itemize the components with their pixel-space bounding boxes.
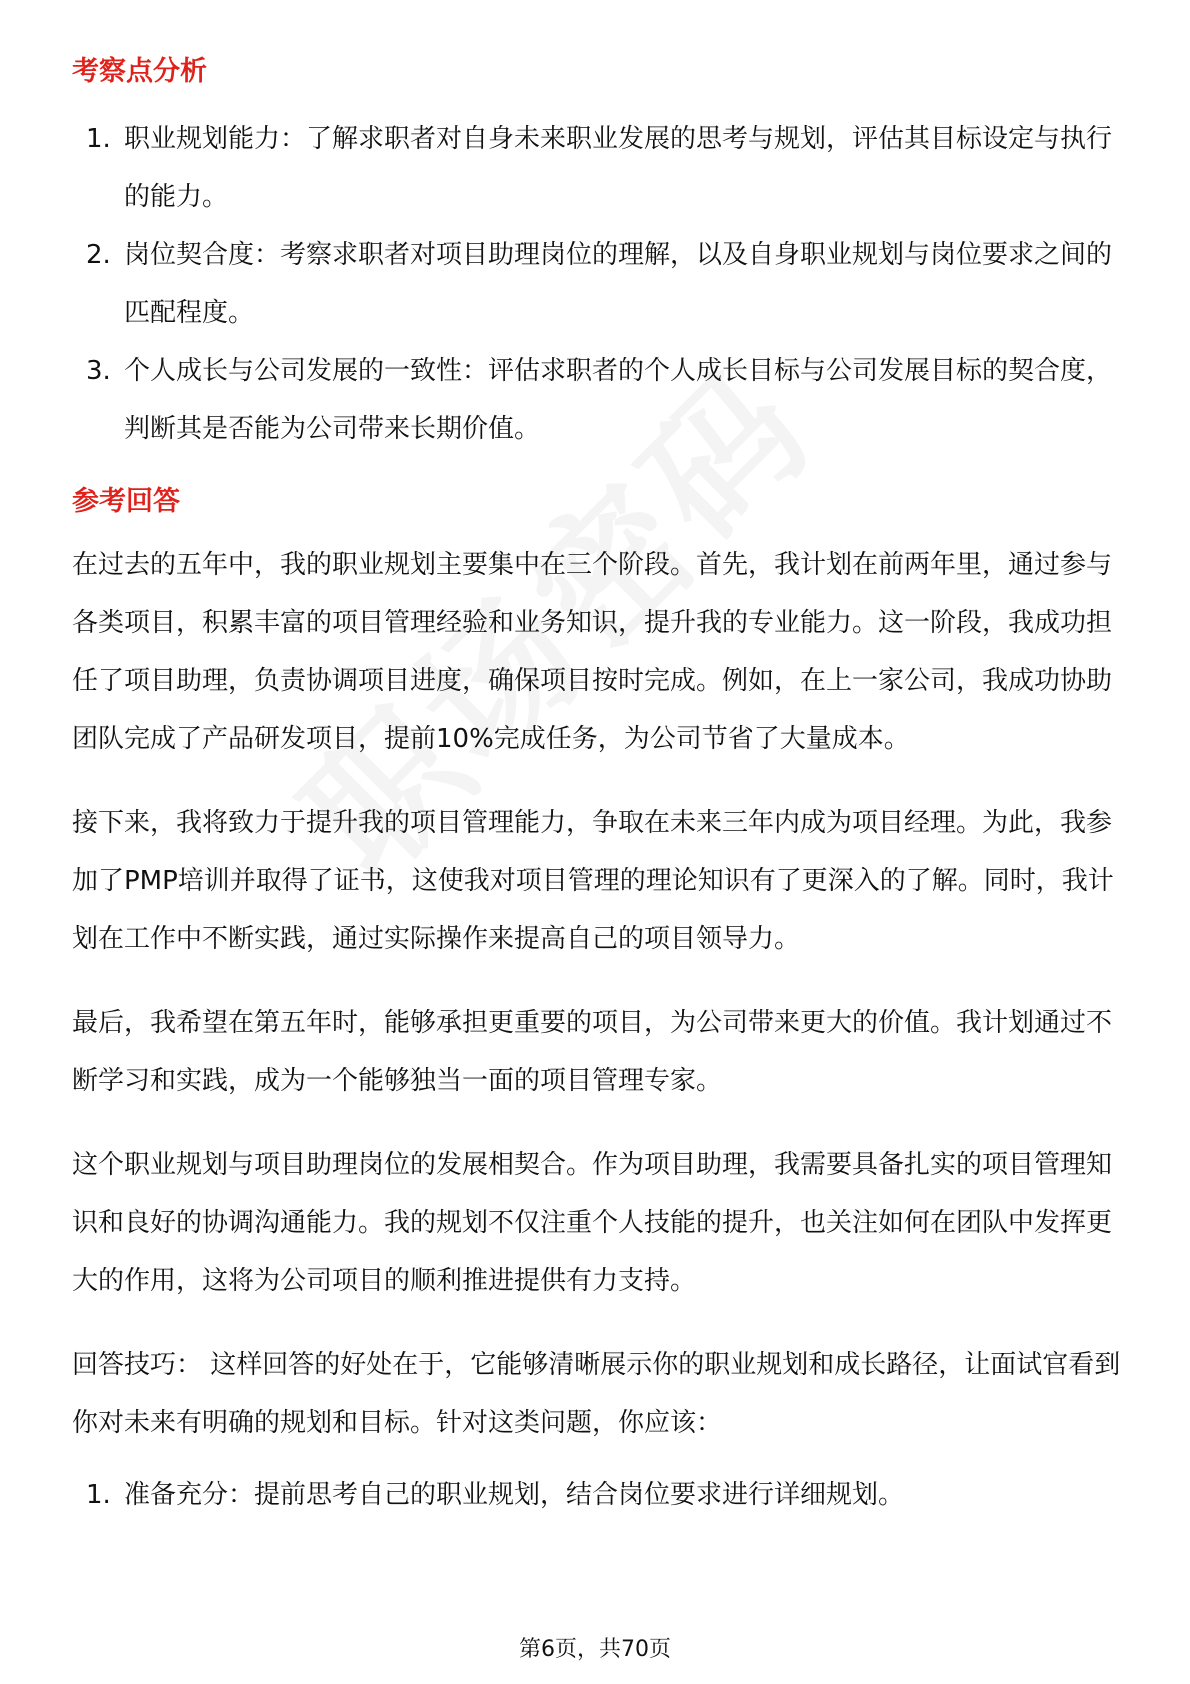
answer-paragraph: 这个职业规划与项目助理岗位的发展相契合。作为项目助理，我需要具备扎实的项目管理知识和良好的协调沟通能力。我的规划不仅注重个人技能的提升，也关注如何在团队中发挥更大的作用，这将为公司项目的顺利推进提供有力支持。 <box>72 1150 1113 1296</box>
answer-paragraph: 最后，我希望在第五年时，能够承担更重要的项目，为公司带来更大的价值。我计划通过不断学习和实践，成为一个能够独当一面的项目管理专家。 <box>72 1008 1113 1096</box>
page-content <box>72 48 1122 1524</box>
tips-list <box>72 1466 1122 1524</box>
list-item-text: 职业规划能力：了解求职者对自身未来职业发展的思考与规划，评估其目标设定与执行的能力。 <box>124 124 1113 212</box>
list-item <box>72 342 1122 458</box>
answer-paragraph: 在过去的五年中，我的职业规划主要集中在三个阶段。首先，我计划在前两年里，通过参与各类项目，积累丰富的项目管理经验和业务知识，提升我的专业能力。这一阶段，我成功担任了项目助理，负责协调项目进度，确保项目按时完成。例如，在上一家公司，我成功协助团队完成了产品研发项目，提前10%完成任务，为公司节省了大量成本。 <box>72 550 1113 754</box>
list-item-text: 个人成长与公司发展的一致性：评估求职者的个人成长目标与公司发展目标的契合度，判断其是否能为公司带来长期价值。 <box>124 356 1113 444</box>
list-item-number: 2. <box>86 240 111 270</box>
list-item-number: 1. <box>86 124 111 154</box>
page-number: 第6页，共70页 <box>519 1637 671 1662</box>
tips-paragraph: 回答技巧： 这样回答的好处在于，它能够清晰展示你的职业规划和成长路径，让面试官看到你对未来有明确的规划和目标。针对这类问题，你应该： <box>72 1350 1121 1438</box>
list-item <box>72 110 1122 226</box>
analysis-heading: 考察点分析 <box>72 56 207 87</box>
list-item <box>72 226 1122 342</box>
answer-paragraph: 接下来，我将致力于提升我的项目管理能力，争取在未来三年内成为项目经理。为此，我参加了PMP培训并取得了证书，这使我对项目管理的理论知识有了更深入的了解。同时，我计划在工作中不断实践，通过实际操作来提高自己的项目领导力。 <box>72 808 1114 954</box>
analysis-list <box>72 110 1122 458</box>
list-item-text: 岗位契合度：考察求职者对项目助理岗位的理解，以及自身职业规划与岗位要求之间的匹配程度。 <box>124 240 1113 328</box>
list-item-number: 3. <box>86 356 111 386</box>
list-item-number: 1. <box>86 1480 111 1510</box>
reference-heading: 参考回答 <box>72 486 180 517</box>
list-item <box>72 1466 1122 1524</box>
list-item-text: 准备充分：提前思考自己的职业规划，结合岗位要求进行详细规划。 <box>124 1480 905 1510</box>
